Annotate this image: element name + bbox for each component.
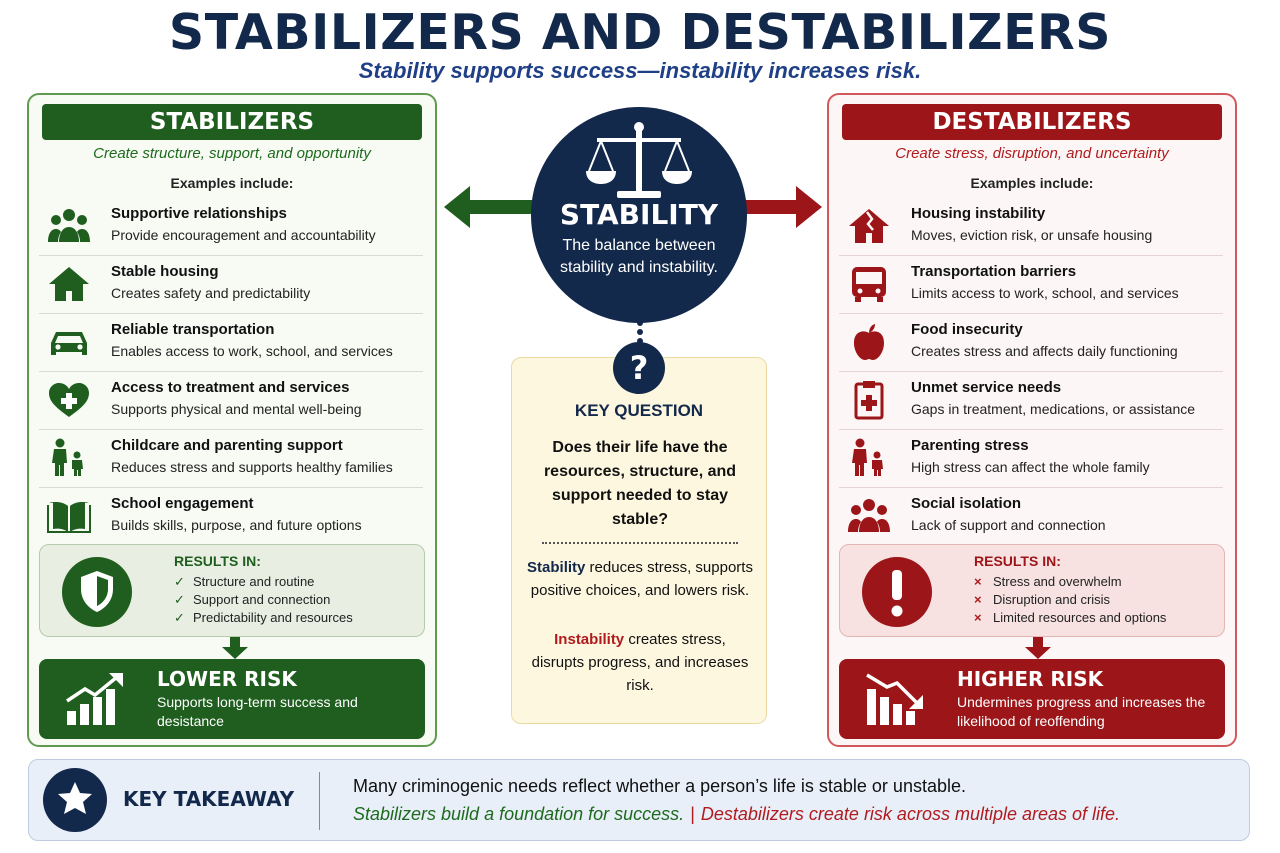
- item-title: Housing instability: [911, 205, 1046, 222]
- item-desc: Creates stress and affects daily functioning: [911, 343, 1178, 359]
- risk-title: HIGHER RISK: [957, 667, 1104, 691]
- page-title: STABILIZERS AND DESTABILIZERS: [168, 4, 1112, 61]
- star-badge: [43, 768, 107, 832]
- item-title: Reliable transportation: [111, 321, 275, 338]
- results-label: RESULTS IN:: [174, 553, 261, 569]
- item-title: Social isolation: [911, 495, 1022, 512]
- item-title: Stable housing: [111, 263, 219, 280]
- destabilizer-item: [839, 372, 1223, 430]
- takeaway-line-1: Many criminogenic needs reflect whether a person’s life is stable or unstable.: [353, 776, 966, 796]
- stabilizer-item: [39, 430, 423, 488]
- chart-down-icon: [863, 671, 929, 727]
- car-icon: [47, 322, 91, 362]
- destabilizer-item: [839, 488, 1223, 546]
- item-title: School engagement: [111, 495, 254, 512]
- check-icon: ✓: [174, 574, 185, 589]
- destabilizers-results: [839, 544, 1225, 637]
- x-mark-icon: ×: [974, 574, 982, 589]
- arrow-left-icon: [444, 186, 534, 228]
- stabilizers-tagline: Create structure, support, and opportunity: [93, 145, 371, 162]
- arrow-right-icon: [746, 186, 822, 228]
- check-icon: ✓: [174, 592, 185, 607]
- stabilizers-results: [39, 544, 425, 637]
- result-item: × Disruption and crisis: [974, 592, 1111, 607]
- destabilizer-item: [839, 256, 1223, 314]
- arrow-down-icon: [1025, 637, 1051, 659]
- item-desc: Builds skills, purpose, and future options: [111, 517, 362, 533]
- heart-plus-icon: [47, 380, 91, 420]
- result-item: ✓ Predictability and resources: [174, 610, 353, 625]
- item-desc: Limits access to work, school, and services: [911, 285, 1179, 301]
- stabilizers-list: [39, 198, 423, 546]
- destabilizers-tagline: Create stress, disruption, and uncertainty: [895, 145, 1169, 162]
- higher-risk-box: [839, 659, 1225, 739]
- instability-word: Instability: [554, 631, 625, 648]
- key-takeaway-label: KEY TAKEAWAY: [123, 787, 295, 811]
- arrow-down-icon: [222, 637, 248, 659]
- vertical-divider: [319, 772, 320, 830]
- broken-house-icon: [847, 206, 891, 246]
- house-icon: [47, 264, 91, 304]
- item-desc: Creates safety and predictability: [111, 285, 311, 301]
- stabilizer-item: [39, 372, 423, 430]
- results-label: RESULTS IN:: [974, 553, 1061, 569]
- key-question-box: [511, 357, 767, 724]
- x-mark-icon: ×: [974, 610, 982, 625]
- destabilizers-examples-label: Examples include:: [970, 175, 1094, 191]
- apple-icon: [847, 322, 891, 362]
- stabilizers-examples-label: Examples include:: [170, 175, 294, 191]
- exclamation-icon: [862, 557, 932, 627]
- instability-statement: [526, 628, 754, 697]
- result-item: × Stress and overwhelm: [974, 574, 1122, 589]
- results-list: [174, 573, 353, 627]
- risk-title: LOWER RISK: [157, 667, 297, 691]
- item-desc: Enables access to work, school, and services: [111, 343, 393, 359]
- item-desc: Gaps in treatment, medications, or assistance: [911, 401, 1196, 417]
- people-group-icon: [847, 496, 891, 536]
- key-takeaway-bar: [28, 759, 1250, 841]
- check-icon: ✓: [174, 610, 185, 625]
- stabilizer-item: [39, 488, 423, 546]
- destabilizer-item: [839, 314, 1223, 372]
- stability-desc: The balance between stability and instability.: [560, 237, 718, 276]
- stabilizers-heading: STABILIZERS: [42, 104, 422, 140]
- destabilizers-panel: [827, 93, 1237, 747]
- balance-scale-icon: [583, 119, 695, 205]
- page-subtitle: Stability supports success—instability increases risk.: [358, 58, 922, 83]
- instability-text: creates stress, disrupts progress, and increases risk.: [531, 631, 749, 694]
- item-title: Parenting stress: [911, 437, 1029, 454]
- open-book-icon: [47, 496, 91, 536]
- item-desc: Moves, eviction risk, or unsafe housing: [911, 227, 1153, 243]
- destabilizers-list: [839, 198, 1223, 546]
- stabilizers-panel: [27, 93, 437, 747]
- item-desc: Supports physical and mental well-being: [111, 401, 362, 417]
- result-item: ✓ Structure and routine: [174, 574, 315, 589]
- item-title: Transportation barriers: [911, 263, 1077, 280]
- risk-desc: Undermines progress and increases the likelihood of reoffending: [957, 694, 1206, 729]
- takeaway-red-text: Destabilizers create risk across multiple areas of life.: [700, 804, 1121, 824]
- result-item: ✓ Support and connection: [174, 592, 331, 607]
- lower-risk-box: [39, 659, 425, 739]
- destabilizers-heading: DESTABILIZERS: [842, 104, 1222, 140]
- bus-icon: [847, 264, 891, 304]
- item-desc: Lack of support and connection: [911, 517, 1106, 533]
- dotted-separator: [542, 542, 738, 544]
- stability-circle: [531, 107, 747, 323]
- item-desc: Reduces stress and supports healthy families: [111, 459, 393, 475]
- stability-heading: STABILITY: [559, 198, 719, 231]
- results-list: [974, 573, 1166, 627]
- takeaway-separator: |: [690, 804, 695, 824]
- item-title: Access to treatment and services: [111, 379, 350, 396]
- takeaway-line-2: [353, 804, 1120, 825]
- item-desc: High stress can affect the whole family: [911, 459, 1150, 475]
- stabilizer-item: [39, 198, 423, 256]
- key-question-label: KEY QUESTION: [574, 401, 704, 420]
- takeaway-green-text: Stabilizers build a foundation for success.: [353, 804, 685, 824]
- risk-desc: Supports long-term success and desistance: [157, 694, 358, 729]
- item-title: Childcare and parenting support: [111, 437, 343, 454]
- shield-icon: [62, 557, 132, 627]
- key-question-text: Does their life have the resources, structure, and support needed to stay stable?: [543, 439, 737, 528]
- item-title: Food insecurity: [911, 321, 1023, 338]
- x-mark-icon: ×: [974, 592, 982, 607]
- result-item: × Limited resources and options: [974, 610, 1167, 625]
- stabilizer-item: [39, 256, 423, 314]
- item-title: Supportive relationships: [111, 205, 287, 222]
- stability-statement: [526, 556, 754, 602]
- destabilizer-item: [839, 198, 1223, 256]
- question-mark-icon: ?: [613, 342, 665, 394]
- parent-child-icon: [847, 438, 891, 478]
- item-title: Unmet service needs: [911, 379, 1062, 396]
- item-desc: Provide encouragement and accountability: [111, 227, 376, 243]
- stabilizer-item: [39, 314, 423, 372]
- star-icon: [57, 781, 93, 817]
- parent-child-icon: [47, 438, 91, 478]
- destabilizer-item: [839, 430, 1223, 488]
- stability-text: reduces stress, supports positive choices, and lowers risk.: [530, 559, 753, 599]
- people-group-icon: [47, 206, 91, 246]
- medical-clipboard-icon: [847, 380, 891, 420]
- chart-up-icon: [63, 671, 129, 727]
- stability-word: Stability: [527, 559, 586, 576]
